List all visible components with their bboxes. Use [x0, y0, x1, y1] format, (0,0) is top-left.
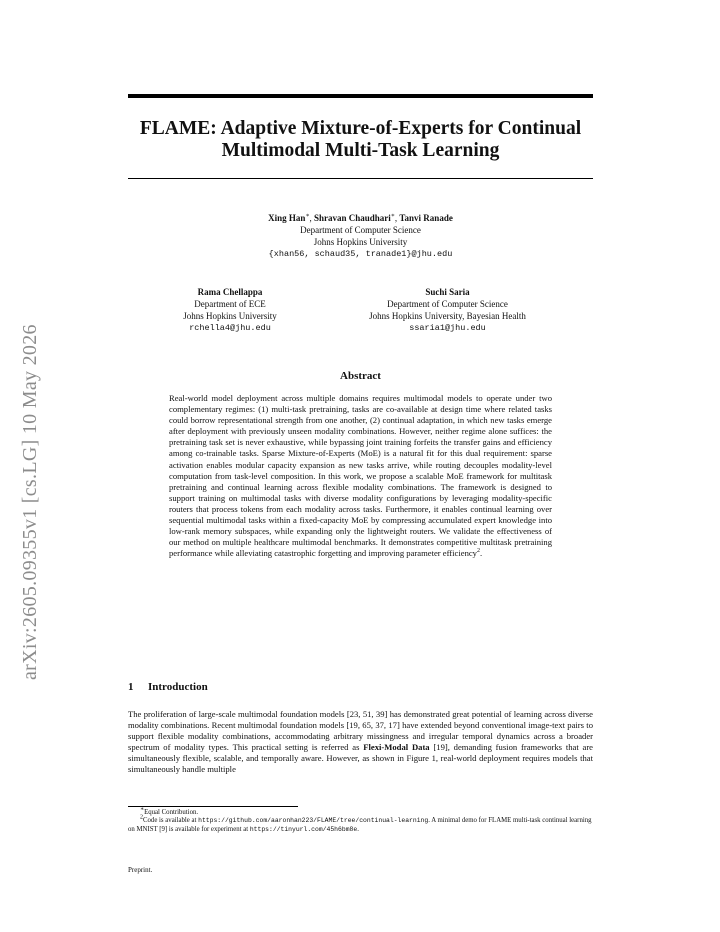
footnote-text: . A minimal demo for FLAME multi-task continual learning on MNIST [9] is available for experiment at: [128, 817, 592, 833]
author-university: Johns Hopkins University, Bayesian Health: [369, 311, 526, 321]
author-name: Shravan Chaudhari: [314, 213, 391, 223]
author-block-main: [128, 212, 593, 260]
arxiv-stamp: arXiv:2605.09355v1 [cs.LG] 10 May 2026: [19, 324, 41, 680]
equal-contrib-mark: ∗: [305, 213, 310, 219]
footnote-rule: [128, 806, 298, 807]
author-name: Rama Chellappa: [197, 287, 263, 297]
paper-title: [128, 118, 593, 162]
title-top-rule: [128, 94, 593, 98]
author-block-right: [330, 286, 565, 334]
footnote-mark: 2: [140, 815, 143, 822]
author-department: Department of Computer Science: [300, 225, 421, 235]
footnote-text: Equal Contribution.: [144, 809, 199, 816]
author-university: Johns Hopkins University: [313, 237, 408, 247]
title-line-2: Multimodal Multi-Task Learning: [221, 140, 500, 161]
footnote-ref[interactable]: 2: [476, 548, 480, 555]
author-university: Johns Hopkins University: [183, 311, 277, 321]
intro-text: The proliferation of large-scale multimodal foundation models [23, 51, 39] has demonstrated great potential of learning across diverse modality combinations. Recent multimodal foundation models [19, 65, 37, 17] have extended beyond conventional image-text pairs to support flexible modality combinations, accommodating arbitrary missingness and irregular temporal dynamics across a broader spectrum of modality types. This practical setting is referred as: [128, 709, 593, 753]
section-number: 1: [128, 681, 134, 693]
author-department: Department of ECE: [194, 299, 266, 309]
author-email: ssaria1@jhu.edu: [409, 323, 486, 333]
footnotes: [128, 806, 593, 834]
demo-link[interactable]: https://tinyurl.com/45h6bm8e: [249, 825, 358, 833]
author-names: Xing Han∗, Shravan Chaudhari∗, Tanvi Ranade: [268, 213, 453, 223]
title-bottom-rule: [128, 178, 593, 179]
equal-contrib-mark: ∗: [390, 213, 395, 219]
abstract-heading: Abstract: [340, 370, 381, 382]
author-name: Suchi Saria: [425, 287, 470, 297]
footnote-text: .: [357, 825, 359, 833]
preprint-label: Preprint.: [128, 866, 153, 874]
intro-paragraph: [128, 709, 593, 776]
footnote-text: Code is available at: [143, 817, 199, 825]
intro-text: [19], demanding fusion frameworks that are simultaneously flexible, scalable, and temporally aware. However, as shown in Figure 1, real-world deployment requires models that simultaneously handle multiple: [128, 742, 593, 775]
section-heading: [128, 681, 593, 693]
author-email: rchella4@jhu.edu: [189, 323, 271, 333]
section-title: Introduction: [148, 681, 208, 693]
footnote-2: [128, 817, 593, 834]
author-name: Tanvi Ranade: [399, 213, 453, 223]
title-line-1: FLAME: Adaptive Mixture-of-Experts for Continual: [139, 118, 582, 139]
abstract-text: Real-world model deployment across multiple domains requires multimodal models to operate under two complementary regimes: (1) multi-task pretraining, tasks are co-available at design time where related tasks could borrow representational strength from one another, (2) continual adaptation, in which new tasks emerge after deployment with previously unseen modality combinations. However, neither regime alone suffices: the pretraining task set is never exhaustive, while bypassing joint training forfeits the transfer gains and efficiency among co-trainable tasks. Sparse Mixture-of-Experts (MoE) is a natural fit for this dual requirement: sparse activation enables modular capacity expansion as new tasks arrive, while routing decouples modality-level computation from task-level composition. In this work, we propose a scalable MoE framework for multitask pretraining and continual learning across flexible modality combinations. The framework is designed to support training on multimodal tasks with diverse modality configurations by leveraging modality-specific routers that process tokens from each modality across tasks. Furthermore, it enables continual learning over sequential multimodal tasks within a fixed-capacity MoE by compressing accumulated expert knowledge into low-rank memory subspaces, while expanding only the lightweight routers. We validate the effectiveness of our method on multiple healthcare multimodal benchmarks. It demonstrates competitive multitask pretraining performance while alleviating catastrophic forgetting and improving parameter efficiency: [169, 393, 552, 559]
code-link[interactable]: https://github.com/aaronhan223/FLAME/tree/continual-learning: [198, 817, 429, 825]
intro-keyword: Flexi-Modal Data: [363, 742, 430, 753]
footnote-mark: ∗: [140, 806, 145, 813]
abstract-body: [169, 393, 552, 559]
author-department: Department of Computer Science: [387, 299, 508, 309]
abstract-end: .: [479, 548, 483, 559]
author-block-left: [150, 286, 310, 334]
author-name: Xing Han: [268, 213, 306, 223]
author-emails: {xhan56, schaud35, tranade1}@jhu.edu: [268, 249, 453, 259]
